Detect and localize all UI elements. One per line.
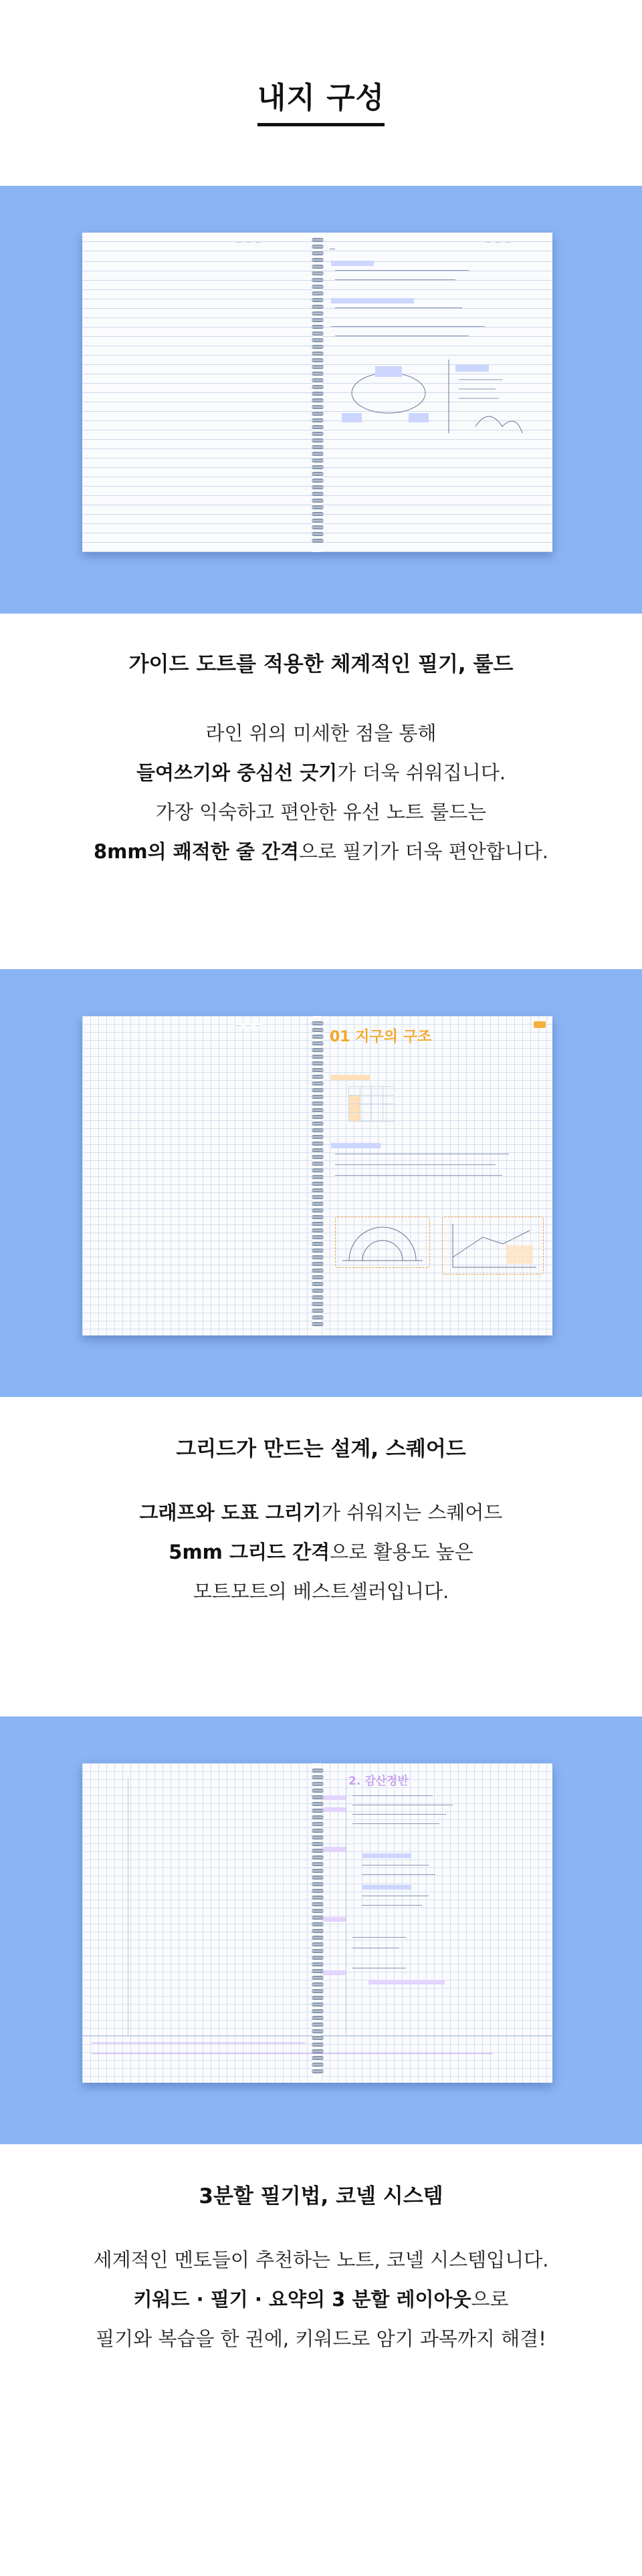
notebook-right-page (322, 1763, 552, 2083)
spiral-ring (312, 1208, 324, 1212)
spiral-ring (312, 1802, 324, 1806)
spiral-ring (312, 345, 324, 349)
spiral-ring (312, 2023, 324, 2027)
spiral-ring (312, 1309, 324, 1313)
highlight-mark (331, 1143, 381, 1148)
layer-diagram (336, 1217, 429, 1267)
spiral-ring (312, 1896, 324, 1900)
spiral-ring (312, 505, 324, 509)
ruled-section-title: 가이드 도트를 적용한 체계적인 필기, 룰드 (128, 652, 514, 676)
spiral-ring (312, 2069, 324, 2073)
spiral-ring (312, 318, 324, 322)
spiral-ring (312, 1035, 324, 1039)
spiral-ring (312, 1222, 324, 1226)
notebook-right-page (322, 233, 552, 552)
spiral-ring (312, 2056, 324, 2060)
graph-diagram (443, 1217, 543, 1274)
notebook-left-page (82, 1763, 313, 2083)
spiral-ring (312, 1215, 324, 1219)
body-line (0, 2240, 642, 2280)
squared-section-title: 그리드가 만드는 설계, 스퀘어드 (176, 1437, 466, 1461)
spiral-ring (312, 1809, 324, 1813)
notebook-right-page (322, 1016, 552, 1335)
spiral-ring (312, 311, 324, 315)
spiral-ring (312, 492, 324, 496)
spiral-ring (312, 1956, 324, 1960)
page-title: 내지 구성 (257, 74, 385, 126)
spiral-ring (312, 332, 324, 336)
spiral-ring (312, 412, 324, 416)
spiral-ring (312, 325, 324, 329)
spiral-ring (312, 378, 324, 382)
spiral-ring (312, 1028, 324, 1032)
notebook-page-title: 2. 감산정반 (348, 1775, 409, 1788)
spiral-ring (312, 1081, 324, 1085)
spiral-ring (312, 1969, 324, 1973)
spiral-ring (312, 1021, 324, 1025)
body-line (0, 753, 642, 793)
highlight-mark (331, 298, 414, 303)
spiral-ring (312, 472, 324, 476)
handwriting-line (352, 1814, 446, 1815)
spiral-ring (312, 1902, 324, 1906)
spiral-ring (312, 1922, 324, 1926)
page-header-dots: — — — (236, 1023, 263, 1029)
spiral-ring (312, 1061, 324, 1065)
diagram-box (442, 1216, 544, 1275)
keyword-mark (323, 1795, 346, 1800)
spiral-ring (312, 2043, 324, 2047)
spiral-ring (312, 1876, 324, 1880)
spiral-ring (312, 365, 324, 369)
spiral-ring (312, 392, 324, 396)
spiral-ring (312, 245, 324, 249)
body-text: 으로 활용도 높은 (330, 1541, 473, 1563)
spiral-ring (312, 238, 324, 242)
highlight-mark (331, 261, 374, 266)
handwriting-line (330, 243, 335, 249)
spiral-ring (312, 1242, 324, 1246)
spiral-ring (312, 251, 324, 255)
spiral-ring (312, 298, 324, 302)
spiral-ring (312, 1128, 324, 1132)
cornell-notebook-image (82, 1763, 552, 2083)
body-line (0, 1493, 642, 1533)
spiral-ring (312, 358, 324, 362)
handwriting-line (335, 307, 462, 308)
body-line (0, 2280, 642, 2319)
spiral-ring (312, 1916, 324, 1920)
spiral-ring (312, 1068, 324, 1072)
spiral-ring (312, 1195, 324, 1199)
body-emphasis: 들여쓰기와 중심선 긋기 (136, 761, 338, 784)
cornell-section-body (0, 2240, 642, 2359)
spiral-ring (312, 1869, 324, 1873)
spiral-ring (312, 2036, 324, 2040)
spiral-ring (312, 1882, 324, 1886)
spiral-ring (312, 519, 324, 523)
spiral-ring (312, 1235, 324, 1239)
body-emphasis: 5mm 그리드 간격 (169, 1541, 330, 1563)
handwriting-line (335, 279, 455, 280)
spiral-ring (312, 1936, 324, 1940)
notebook-page-title: 01 지구의 구조 (330, 1029, 432, 1045)
body-text: 으로 (471, 2288, 509, 2311)
body-line (0, 714, 642, 753)
spiral-ring (312, 452, 324, 456)
spiral-ring (312, 1148, 324, 1152)
spiral-ring (312, 1282, 324, 1286)
body-text: 모트모트의 베스트셀러입니다. (193, 1580, 449, 1603)
spiral-ring (312, 271, 324, 275)
spiral-ring (312, 1289, 324, 1293)
handwriting-line (335, 1164, 496, 1165)
spiral-ring (312, 485, 324, 489)
highlight-mark (331, 1075, 370, 1080)
spiral-ring (312, 1769, 324, 1773)
spiral-ring (312, 1182, 324, 1186)
summary-line (92, 2053, 493, 2054)
spiral-ring (312, 1055, 324, 1059)
spiral-ring (312, 1102, 324, 1106)
handwriting-line (335, 270, 469, 271)
spiral-ring (312, 1175, 324, 1179)
spiral-ring (312, 1982, 324, 1986)
spiral-ring (312, 1249, 324, 1253)
cornell-summary-divider (322, 2035, 552, 2036)
page-tab-badge (534, 1021, 546, 1028)
spiral-ring (312, 285, 324, 289)
body-emphasis: 8mm의 쾌적한 줄 간격 (93, 840, 299, 863)
body-text: 가 더욱 쉬워집니다. (337, 761, 506, 784)
page-header-dots: — — — (236, 239, 263, 245)
squared-section (0, 1432, 642, 1603)
spiral-ring (312, 1962, 324, 1966)
spiral-ring (312, 1815, 324, 1819)
spiral-ring (312, 1122, 324, 1126)
spiral-ring (312, 1842, 324, 1846)
ruled-notebook-banner (0, 186, 642, 614)
spiral-ring (312, 1041, 324, 1045)
spiral-ring (312, 2029, 324, 2033)
handwriting-line (335, 1175, 502, 1176)
spiral-ring (312, 1229, 324, 1233)
cornell-summary-divider (82, 2035, 313, 2036)
spiral-ring (312, 1088, 324, 1092)
squared-notebook-banner (0, 969, 642, 1397)
spiral-ring (312, 525, 324, 529)
body-text: 라인 위의 미세한 점을 통해 (205, 722, 437, 745)
spiral-ring (312, 1095, 324, 1099)
spiral-ring (312, 2016, 324, 2020)
spiral-ring (312, 1855, 324, 1859)
spiral-ring (312, 398, 324, 402)
spiral-ring (312, 438, 324, 442)
spiral-ring (312, 1909, 324, 1913)
squared-section-body (0, 1493, 642, 1612)
spiral-ring (312, 385, 324, 389)
spiral-ring (312, 445, 324, 449)
spiral-ring (312, 1889, 324, 1893)
notebook-left-page (82, 233, 313, 552)
spiral-ring (312, 1135, 324, 1139)
spiral-ring (312, 1829, 324, 1833)
spiral-ring (312, 1302, 324, 1306)
spiral-ring (312, 305, 324, 309)
body-line (0, 832, 642, 872)
handwriting-line (352, 1937, 406, 1938)
highlight-mark (362, 1885, 411, 1890)
spiral-ring (312, 2049, 324, 2053)
keyword-mark (323, 1970, 346, 1975)
keyword-mark (323, 1917, 346, 1922)
keyword-mark (323, 1807, 346, 1812)
spiral-ring (312, 1255, 324, 1259)
spiral-binding (312, 1769, 324, 2076)
squared-notebook-image (82, 1016, 552, 1335)
spiral-ring (312, 1976, 324, 1980)
handwriting-line (362, 1905, 422, 1906)
spiral-ring (312, 258, 324, 262)
spiral-binding (312, 238, 324, 545)
spiral-ring (312, 479, 324, 483)
spiral-ring (312, 1295, 324, 1299)
ruled-section (0, 647, 642, 863)
body-text: 으로 필기가 더욱 편안합니다. (298, 840, 549, 863)
spiral-ring (312, 432, 324, 436)
handwriting-line (331, 326, 485, 327)
cycle-diagram (335, 353, 536, 453)
spiral-ring (312, 1108, 324, 1112)
page-header-dots: — — — (486, 239, 512, 245)
body-text: 필기와 복습을 한 권에, 키워드로 암기 과목까지 해결! (96, 2327, 546, 2350)
body-emphasis: 키워드 · 필기 · 요약의 3 분할 레이아웃 (133, 2288, 471, 2311)
spiral-ring (312, 372, 324, 376)
spiral-ring (312, 2009, 324, 2013)
spiral-ring (312, 1795, 324, 1799)
spiral-ring (312, 1115, 324, 1119)
spiral-ring (312, 1075, 324, 1079)
spiral-ring (312, 1269, 324, 1273)
spiral-ring (312, 1315, 324, 1319)
body-line (0, 1572, 642, 1612)
spiral-ring (312, 1949, 324, 1953)
cornell-section (0, 2179, 642, 2350)
spiral-ring (312, 278, 324, 282)
spiral-ring (312, 1835, 324, 1839)
body-line (0, 1533, 642, 1572)
spiral-ring (312, 291, 324, 295)
spiral-ring (312, 1989, 324, 1993)
spiral-ring (312, 1155, 324, 1159)
spiral-ring (312, 352, 324, 356)
spiral-ring (312, 1775, 324, 1779)
spiral-ring (312, 1162, 324, 1166)
spiral-ring (312, 1782, 324, 1786)
highlight-mark (368, 1980, 445, 1984)
spiral-ring (312, 1188, 324, 1192)
body-line (0, 793, 642, 832)
spiral-ring (312, 1822, 324, 1826)
cornell-section-title: 3분할 필기법, 코넬 시스템 (199, 2184, 443, 2208)
spiral-ring (312, 459, 324, 463)
handwriting-line (352, 1823, 439, 1824)
spiral-binding (312, 1021, 324, 1329)
spiral-ring (312, 512, 324, 516)
ruled-notebook-image (82, 233, 552, 552)
diagram-box (335, 1216, 430, 1268)
spiral-ring (312, 418, 324, 422)
page-header (0, 74, 642, 126)
spiral-ring (312, 1322, 324, 1326)
spiral-ring (312, 1202, 324, 1206)
spiral-ring (312, 1262, 324, 1266)
notebook-left-page (82, 1016, 313, 1335)
body-line (0, 2319, 642, 2359)
spiral-ring (312, 2063, 324, 2067)
ruled-section-body (0, 714, 642, 872)
spiral-ring (312, 265, 324, 269)
highlight-mark (362, 1853, 411, 1858)
spiral-ring (312, 338, 324, 342)
spiral-ring (312, 1849, 324, 1853)
notebook-table (348, 1086, 395, 1122)
body-text: 가 쉬워지는 스퀘어드 (321, 1501, 503, 1524)
body-text: 가장 익숙하고 편안한 유선 노트 룰드는 (155, 801, 487, 823)
body-text: 세계적인 멘토들이 추천하는 노트, 코넬 시스템입니다. (93, 2248, 549, 2271)
spiral-ring (312, 1142, 324, 1146)
spiral-ring (312, 405, 324, 409)
spiral-ring (312, 2003, 324, 2007)
keyword-mark (323, 1847, 346, 1851)
spiral-ring (312, 1929, 324, 1933)
spiral-ring (312, 1048, 324, 1052)
spiral-ring (312, 1789, 324, 1793)
spiral-ring (312, 1942, 324, 1946)
spiral-ring (312, 1168, 324, 1172)
spiral-ring (312, 499, 324, 503)
spiral-ring (312, 1275, 324, 1279)
body-emphasis: 그래프와 도표 그리기 (139, 1501, 322, 1524)
handwriting-line (352, 1795, 433, 1796)
spiral-ring (312, 465, 324, 469)
spiral-ring (312, 1996, 324, 2000)
spiral-ring (312, 539, 324, 543)
handwriting-line (362, 1874, 435, 1875)
cornell-notebook-banner (0, 1716, 642, 2144)
spiral-ring (312, 425, 324, 429)
spiral-ring (312, 532, 324, 536)
spiral-ring (312, 1862, 324, 1866)
